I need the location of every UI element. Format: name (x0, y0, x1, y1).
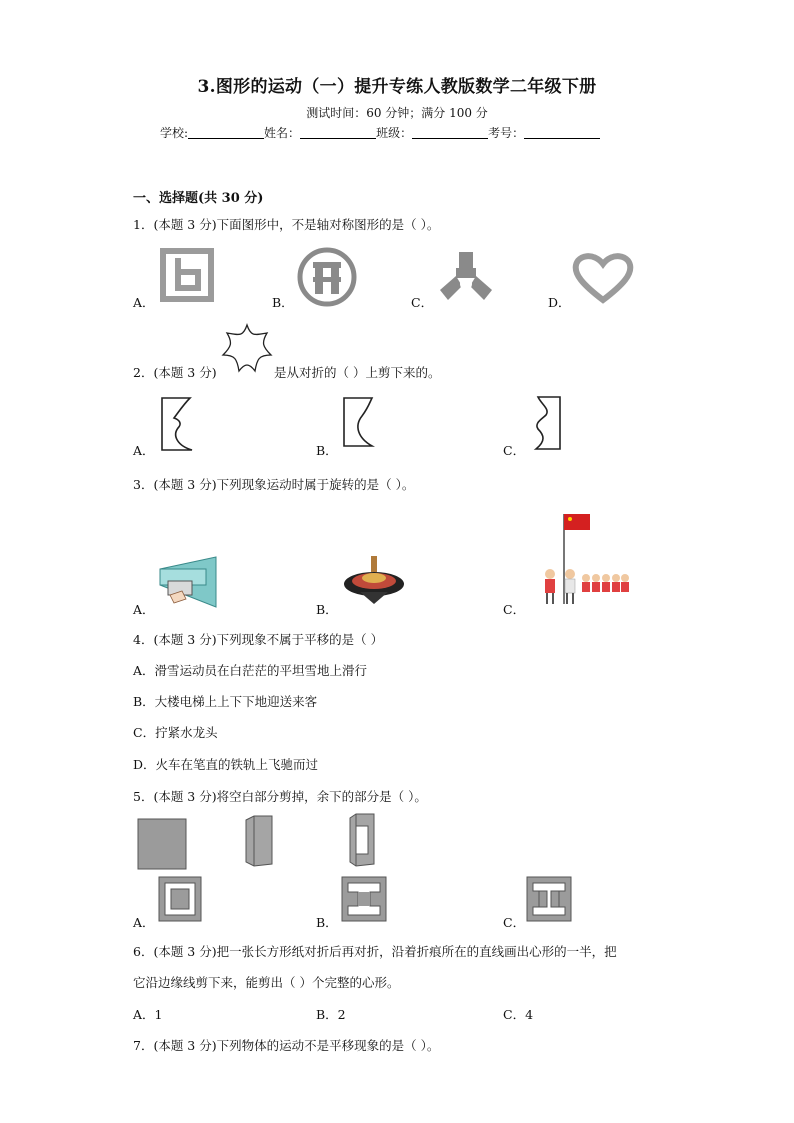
section-title: 一、选择题(共 30 分) (133, 191, 264, 206)
q2-fold-a-icon (160, 396, 194, 452)
q5-cut-a-icon (158, 876, 202, 922)
q2-star-shape-icon (221, 323, 273, 373)
question-5-text: 5．(本题 3 分)将空白部分剪掉，余下的部分是（ ）。 (133, 789, 427, 804)
question-7-text: 7．(本题 3 分)下列物体的运动不是平移现象的是（ ）。 (133, 1038, 440, 1053)
question-6-line-1: 6．(本题 3 分)把一张长方形纸对折后再对折，沿着折痕所在的直线画出心形的一半，把 (133, 944, 617, 959)
q5-paper-square-icon (137, 818, 187, 870)
q1-figure-b-coin-icon (296, 247, 358, 307)
q5-option-a-label: A． (133, 915, 155, 930)
q1-option-b-label: B． (272, 295, 294, 310)
question-1-text: 1．(本题 3 分)下面图形中，不是轴对称图形的是（ ）。 (133, 217, 440, 232)
q4-option-d: D．火车在笔直的铁轨上飞驰而过 (133, 757, 319, 772)
q6-option-a: A．1 (133, 1007, 163, 1022)
q2-fold-c-icon (532, 395, 562, 451)
q3-option-a-label: A． (133, 602, 155, 617)
q5-option-c-label: C． (503, 915, 526, 930)
q5-paper-folded-once-icon (244, 814, 274, 868)
question-2-suffix: 是从对折的（ ）上剪下来的。 (274, 365, 441, 380)
question-6-line-2: 它沿边缘线剪下来，能剪出（ ）个完整的心形。 (133, 975, 400, 990)
class-blank[interactable] (412, 126, 488, 139)
q2-option-b-label: B． (316, 443, 338, 458)
q1-figure-c-trefoil-icon (436, 250, 496, 304)
name-blank[interactable] (300, 126, 376, 139)
question-2-prefix: 2．(本题 3 分) (133, 365, 217, 380)
school-label: 学校: (160, 126, 189, 140)
class-label: 班级： (376, 126, 413, 140)
q4-option-b: B．大楼电梯上上下下地迎送来客 (133, 694, 318, 709)
q4-option-a: A．滑雪运动员在白茫茫的平坦雪地上滑行 (133, 663, 368, 678)
q1-figure-d-heart-icon (572, 252, 634, 304)
q1-option-d-label: D． (548, 295, 571, 310)
q1-option-c-label: C． (411, 295, 434, 310)
q3-drawer-icon (156, 555, 220, 611)
q3-spinning-top-icon (342, 556, 406, 606)
exam-no-blank[interactable] (524, 126, 600, 139)
q5-cut-b-icon (341, 876, 387, 922)
page-title: 3.图形的运动（一）提升专练人教版数学二年级下册 (197, 77, 597, 97)
exam-no-label: 考号： (488, 126, 525, 140)
q4-option-c: C．拧紧水龙头 (133, 725, 218, 740)
q6-option-c: C．4 (503, 1007, 534, 1022)
q1-figure-a-square-icon (160, 248, 214, 302)
q2-fold-b-icon (342, 396, 376, 448)
test-info: 测试时间：60 分钟；满分 100 分 (306, 106, 488, 120)
q1-option-a-label: A． (133, 295, 155, 310)
q3-option-c-label: C． (503, 602, 526, 617)
question-3-text: 3．(本题 3 分)下列现象运动时属于旋转的是（ ）。 (133, 477, 415, 492)
q3-option-b-label: B． (316, 602, 338, 617)
school-blank[interactable] (188, 126, 264, 139)
student-info-line (160, 124, 600, 141)
q6-option-b: B．2 (316, 1007, 346, 1022)
q5-cut-c-icon (526, 876, 572, 922)
question-4-text: 4．(本题 3 分)下列现象不属于平移的是（ ） (133, 632, 384, 647)
q5-option-b-label: B． (316, 915, 338, 930)
q5-paper-folded-twice-icon (348, 812, 376, 868)
q3-flag-raising-icon (536, 508, 632, 608)
name-label: 姓名： (264, 126, 301, 140)
q2-option-c-label: C． (503, 443, 526, 458)
q2-option-a-label: A． (133, 443, 155, 458)
